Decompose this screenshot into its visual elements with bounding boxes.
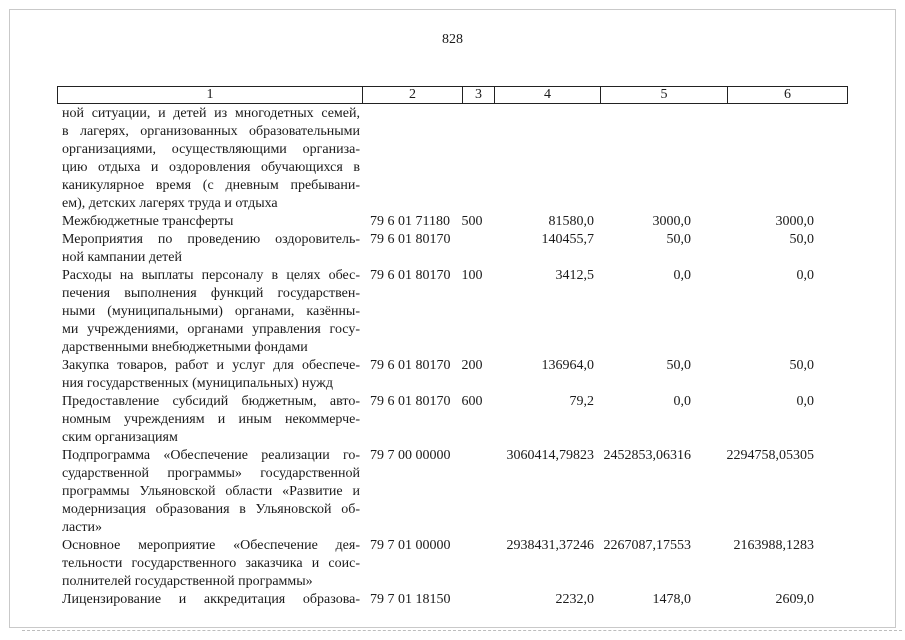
description-line: тельности государственного заказчика и соис- bbox=[62, 556, 360, 571]
row-value-col4 bbox=[488, 105, 598, 213]
row-expense-type: 200 bbox=[461, 358, 483, 373]
description-line: ной ситуации, и детей из многодетных семей, bbox=[62, 106, 360, 121]
row-description bbox=[62, 357, 360, 393]
row-value-col5: 2452853,06316 bbox=[603, 448, 691, 463]
page-bottom-rule bbox=[22, 630, 902, 631]
description-line: каникулярное время (с дневным пребывани- bbox=[62, 178, 360, 193]
row-value-col6: 2163988,1283 bbox=[733, 538, 814, 553]
row-value-col6: 50,0 bbox=[789, 358, 814, 373]
row-value-col4: 2232,0 bbox=[555, 592, 594, 607]
row-description bbox=[62, 537, 360, 591]
row-expense-type bbox=[456, 447, 488, 537]
row-value-col4: 79,2 bbox=[569, 394, 594, 409]
description-line: программы Ульяновской области «Развитие и bbox=[62, 484, 360, 499]
row-expense-type: 100 bbox=[461, 268, 483, 283]
header-col-2: 2 bbox=[363, 87, 463, 103]
row-value-col4: 3412,5 bbox=[555, 268, 594, 283]
table-body bbox=[62, 105, 852, 609]
row-value-col6: 0,0 bbox=[796, 394, 814, 409]
row-description bbox=[62, 213, 360, 231]
row-code: 79 6 01 80170 bbox=[370, 358, 451, 373]
row-code: 79 6 01 80170 bbox=[370, 394, 451, 409]
header-col-6: 6 bbox=[784, 87, 791, 102]
table-row bbox=[62, 231, 852, 267]
description-line: организациями, осуществляющими организа- bbox=[62, 142, 360, 157]
row-expense-type bbox=[456, 231, 488, 267]
description-line: ем), детских лагерях труда и отдыха bbox=[62, 196, 278, 211]
row-code bbox=[360, 105, 456, 213]
row-value-col4: 136964,0 bbox=[541, 358, 594, 373]
row-expense-type: 500 bbox=[461, 214, 483, 229]
description-line: в лагерях, организованных образовательными bbox=[62, 124, 360, 139]
description-line: Закупка товаров, работ и услуг для обеспече- bbox=[62, 358, 360, 373]
row-value-col6: 2294758,05305 bbox=[726, 448, 814, 463]
row-value-col5: 0,0 bbox=[673, 394, 691, 409]
row-description bbox=[62, 105, 360, 213]
description-line: ния государственных (муниципальных) нужд bbox=[62, 376, 333, 391]
row-value-col6: 3000,0 bbox=[775, 214, 814, 229]
row-description bbox=[62, 591, 360, 609]
table-row bbox=[62, 357, 852, 393]
table-row bbox=[62, 591, 852, 609]
description-line: Межбюджетные трансферты bbox=[62, 214, 234, 229]
row-code: 79 7 01 00000 bbox=[370, 538, 451, 553]
description-line: Подпрограмма «Обеспечение реализации го- bbox=[62, 448, 360, 463]
description-line: модернизация образования в Ульяновской об- bbox=[62, 502, 360, 517]
row-description bbox=[62, 267, 360, 357]
description-line: Основное мероприятие «Обеспечение дея- bbox=[62, 538, 360, 553]
row-expense-type: 600 bbox=[461, 394, 483, 409]
table-row bbox=[62, 393, 852, 447]
row-value-col4: 140455,7 bbox=[541, 232, 594, 247]
table-row bbox=[62, 105, 852, 213]
description-line: Расходы на выплаты персоналу в целях обес- bbox=[62, 268, 360, 283]
description-line: ским организациям bbox=[62, 430, 178, 445]
description-line: сударственной программы» государственной bbox=[62, 466, 360, 481]
row-value-col5: 0,0 bbox=[673, 268, 691, 283]
table-row bbox=[62, 537, 852, 591]
row-value-col5: 2267087,17553 bbox=[603, 538, 691, 553]
description-line: номным учреждениям и иным некоммерче- bbox=[62, 412, 360, 427]
header-col-3: 3 bbox=[463, 87, 495, 103]
table-row bbox=[62, 213, 852, 231]
header-col-4: 4 bbox=[495, 87, 601, 103]
row-description bbox=[62, 447, 360, 537]
row-value-col4: 81580,0 bbox=[548, 214, 594, 229]
description-line: Мероприятия по проведению оздоровитель- bbox=[62, 232, 360, 247]
page-number: 828 bbox=[442, 32, 463, 47]
row-value-col5 bbox=[598, 105, 725, 213]
row-value-col6: 0,0 bbox=[796, 268, 814, 283]
row-value-col5: 1478,0 bbox=[652, 592, 691, 607]
row-code: 79 7 00 00000 bbox=[370, 448, 451, 463]
row-value-col6: 2609,0 bbox=[775, 592, 814, 607]
description-line: дарственными внебюджетными фондами bbox=[62, 340, 308, 355]
description-line: цию отдыха и оздоровления обучающихся в bbox=[62, 160, 360, 175]
table-row bbox=[62, 447, 852, 537]
row-expense-type bbox=[456, 537, 488, 591]
header-col-5: 5 bbox=[601, 87, 728, 103]
row-value-col4: 3060414,79823 bbox=[506, 448, 594, 463]
description-line: ной кампании детей bbox=[62, 250, 182, 265]
row-code: 79 6 01 80170 bbox=[370, 268, 451, 283]
row-code: 79 6 01 71180 bbox=[370, 214, 450, 229]
description-line: печения выполнения функций государствен- bbox=[62, 286, 360, 301]
row-value-col5: 3000,0 bbox=[652, 214, 691, 229]
row-code: 79 7 01 18150 bbox=[370, 592, 451, 607]
row-description bbox=[62, 393, 360, 447]
row-description bbox=[62, 231, 360, 267]
description-line: Предоставление субсидий бюджетным, авто- bbox=[62, 394, 360, 409]
row-expense-type bbox=[456, 591, 488, 609]
table-header bbox=[57, 86, 848, 104]
description-line: полнителей государственной программы» bbox=[62, 574, 313, 589]
row-value-col4: 2938431,37246 bbox=[506, 538, 594, 553]
row-value-col5: 50,0 bbox=[666, 232, 691, 247]
row-value-col6: 50,0 bbox=[789, 232, 814, 247]
header-col-1: 1 bbox=[58, 87, 363, 103]
row-code: 79 6 01 80170 bbox=[370, 232, 451, 247]
table-row bbox=[62, 267, 852, 357]
row-value-col6 bbox=[725, 105, 852, 213]
description-line: ласти» bbox=[62, 520, 103, 535]
description-line: ными (муниципальными) органами, казённы- bbox=[62, 304, 360, 319]
description-line: Лицензирование и аккредитация образова- bbox=[62, 592, 360, 607]
description-line: ми учреждениями, органами управления госу- bbox=[62, 322, 360, 337]
row-expense-type bbox=[456, 105, 488, 213]
row-value-col5: 50,0 bbox=[666, 358, 691, 373]
